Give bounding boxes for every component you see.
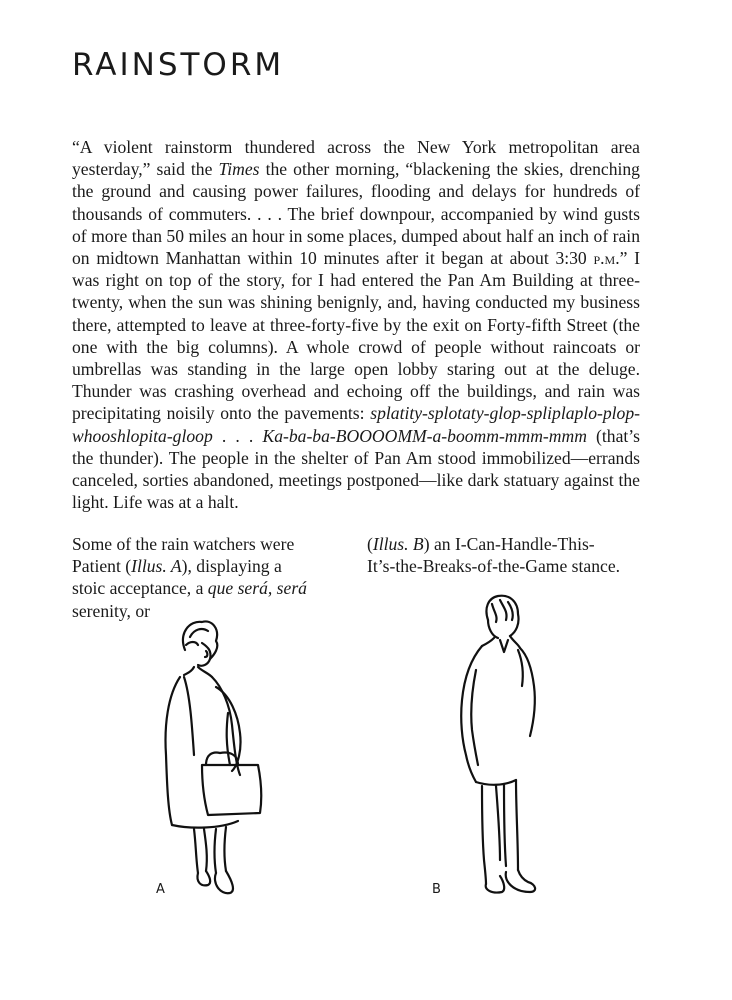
page-title: RAINSTORM [72, 47, 285, 83]
paragraph-text: “A violent rainstorm thundered across the New York metropolitan area yesterday,” said the Times the other morning, “blackening the skies, drenching the ground and causing power failures, flooding and delays for hundreds of thousands of commuters. . . . The brief downpour, accompanied by wind gusts of more than 50 miles an hour in some places, dumped about half an inch of rain on midtown Manhattan within 10 minutes after it began at about 3:30 p.m.” I was right on top of the story, for I had entered the Pan Am Building at three-twenty, when the sun was shining benignly, and, having conducted my business there, attempted to leave at three-forty-five by the exit on Forty-fifth Street (the one with the big columns). A whole crowd of people without raincoats or umbrellas was standing in the large open lobby staring out at the deluge. Thunder was crashing overhead and echoing off the buildings, and rain was precipitating noisily onto the pavements: splatity-splotaty-glop-spliplaplo-plop-whooshlopita-gloop . . . Ka-ba-ba-BOOOOMM-a-boomm-mmm-mmm (that’s the thunder). The people in the shelter of Pan Am stood immobilized—errands canceled, sorties abandoned, meetings postponed—like dark statuary against the light. Life was at a halt. [72, 137, 641, 513]
column-a-line-1: Some of the rain watchers were [72, 534, 295, 554]
main-paragraph [72, 136, 640, 513]
illustration-b-label: B [432, 882, 441, 897]
illustration-b-standing-man [448, 590, 548, 900]
column-b-line-2: It’s-the-Breaks-of-the-Game stance. [367, 556, 621, 577]
illustration-a-patient-woman [150, 615, 280, 900]
column-b-line-1: (Illus. B) an I-Can-Handle-This- [367, 534, 595, 554]
column-a-line-3: stoic acceptance, a que será, será [72, 578, 307, 599]
caption-column-a [72, 533, 322, 622]
column-a-line-4: serenity, or [72, 600, 151, 621]
caption-column-b [367, 533, 647, 577]
column-a-line-2: Patient (Illus. A), displaying a [72, 556, 282, 577]
illustration-a-label: A [156, 882, 165, 897]
